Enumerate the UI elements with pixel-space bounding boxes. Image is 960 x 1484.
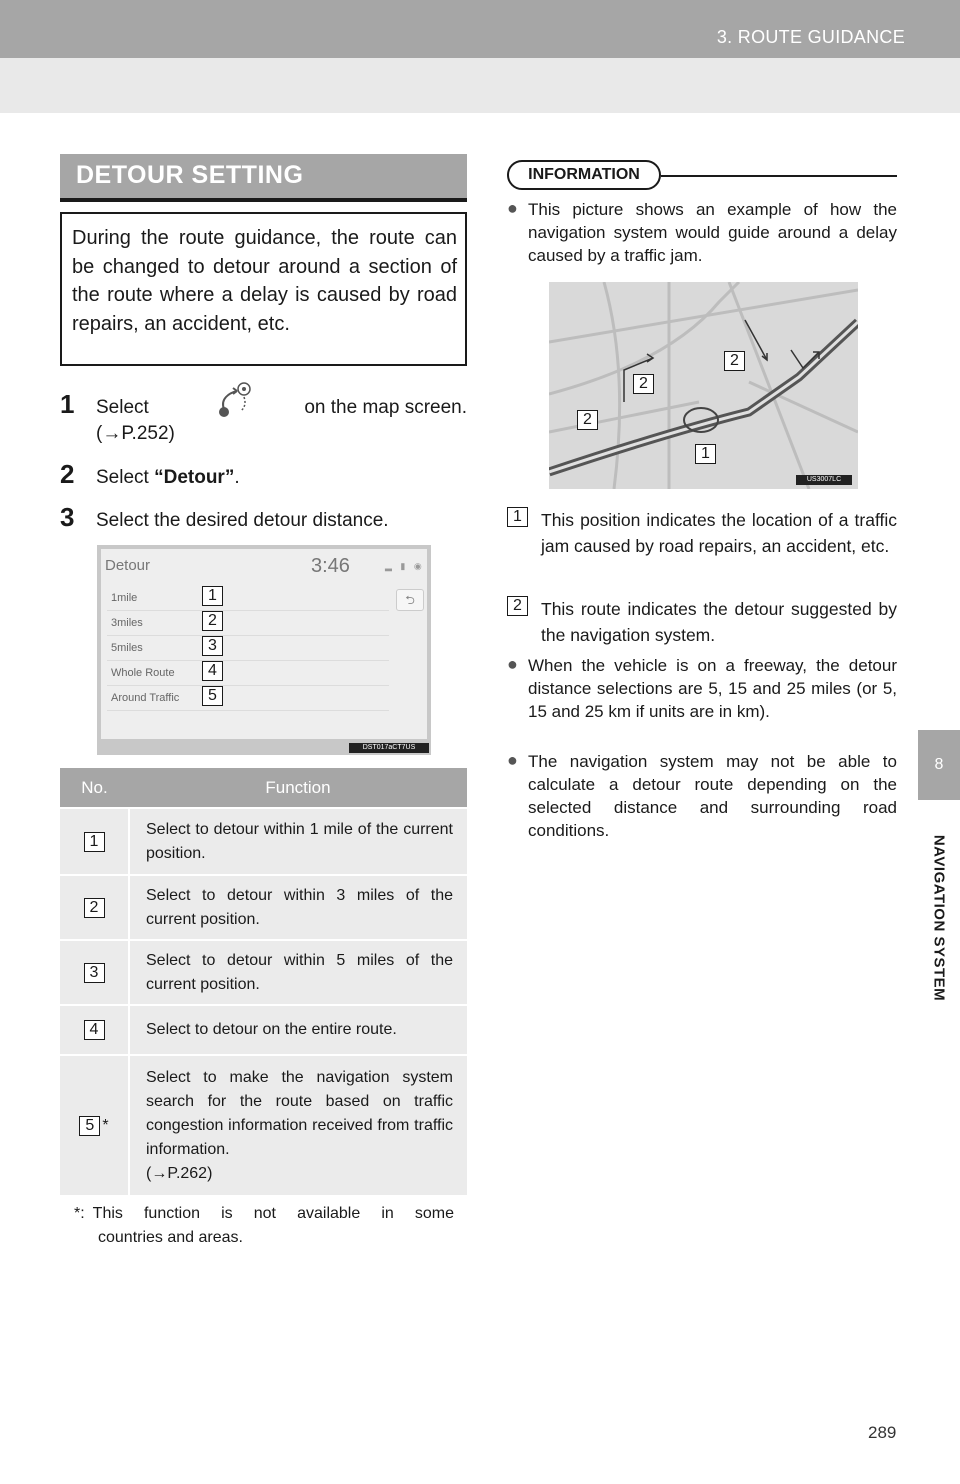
bullet-icon: ● bbox=[507, 654, 518, 674]
callout-1: 1 bbox=[202, 586, 223, 606]
step-number: 1 bbox=[60, 389, 75, 419]
table-row bbox=[60, 808, 467, 875]
step-text-pre: Select bbox=[96, 397, 149, 418]
page-reference: (→P.252) bbox=[96, 423, 175, 444]
row-number: 1 bbox=[84, 832, 105, 852]
table-header-no: No. bbox=[60, 768, 129, 808]
screen-clock: 3:46 bbox=[311, 555, 350, 577]
legend-text: This route indicates the detour suggested by the navigation system. bbox=[541, 599, 897, 645]
row-number: 3 bbox=[84, 963, 105, 983]
bullet-icon: ● bbox=[507, 750, 518, 770]
detour-option-1mile[interactable]: 1mile bbox=[107, 587, 389, 611]
function-table bbox=[60, 768, 467, 1195]
status-icons: ▂ ▮ ◉ bbox=[385, 561, 425, 571]
detour-route-icon bbox=[215, 379, 255, 419]
header-subband bbox=[0, 58, 960, 113]
screen-title: Detour bbox=[105, 557, 151, 574]
step-text-pre: Select bbox=[96, 467, 155, 488]
step-text-post: . bbox=[234, 467, 240, 488]
row-number: 4 bbox=[84, 1020, 105, 1040]
detour-option-around-traffic[interactable]: Around Traffic bbox=[107, 687, 389, 711]
footnote-asterisk: * bbox=[102, 1116, 109, 1134]
map-image-code: US3007LC bbox=[796, 475, 852, 485]
map-callout-2b: 2 bbox=[724, 351, 745, 371]
information-rule bbox=[661, 175, 897, 177]
table-row bbox=[60, 940, 467, 1005]
chapter-tab-number: 8 bbox=[918, 730, 960, 800]
map-callout-1: 1 bbox=[695, 444, 716, 464]
table-row bbox=[60, 1005, 467, 1055]
page-number: 289 bbox=[868, 1423, 897, 1442]
info-bullet-text: The navigation system may not be able to calculate a detour route depending on the selected distance and surrounding road conditions. bbox=[528, 752, 897, 840]
information-badge: INFORMATION bbox=[507, 160, 661, 190]
detour-screen-display bbox=[101, 549, 427, 739]
detour-screen bbox=[97, 545, 431, 755]
footnote-text-continued: countries and areas. bbox=[98, 1229, 243, 1246]
table-row bbox=[60, 875, 467, 940]
intro-box: During the route guidance, the route can be changed to detour around a section of the route where a delay is caused by road repairs, an accident, etc. bbox=[60, 212, 467, 366]
info-bullet-text: This picture shows an example of how the navigation system would guide around a delay caused by a traffic jam. bbox=[528, 200, 897, 265]
bullet-icon: ● bbox=[507, 198, 518, 218]
detour-option-3miles[interactable]: 3miles bbox=[107, 612, 389, 636]
table-row bbox=[60, 1055, 467, 1195]
step-1 bbox=[60, 389, 467, 455]
section-title-bar bbox=[60, 154, 467, 199]
table-header-function: Function bbox=[129, 768, 467, 808]
step-text: Select the desired detour distance. bbox=[96, 510, 389, 531]
page-reference: (→P.262) bbox=[146, 1164, 213, 1182]
footnote-text: This function is not available in some bbox=[92, 1205, 454, 1222]
legend-number: 2 bbox=[507, 596, 528, 616]
row-number: 2 bbox=[84, 898, 105, 918]
chapter-tab-label-text: NAVIGATION SYSTEM bbox=[930, 834, 948, 1001]
row-function: Select to detour within 5 miles of the current position. bbox=[129, 940, 467, 1005]
step-text bbox=[96, 395, 467, 447]
image-code: DST017aCT7US bbox=[349, 743, 429, 753]
callout-3: 3 bbox=[202, 636, 223, 656]
section-header-title: 3. ROUTE GUIDANCE bbox=[716, 27, 905, 47]
callout-4: 4 bbox=[202, 661, 223, 681]
row-number: 5 bbox=[79, 1116, 100, 1136]
step-text-post: on the map screen. bbox=[304, 397, 467, 418]
info-bullet-text: When the vehicle is on a freeway, the detour distance selections are 5, 15 and 25 miles (or 5, 15 and 25 km if units are in km). bbox=[528, 656, 897, 721]
row-function: Select to detour on the entire route. bbox=[129, 1005, 467, 1055]
legend-number: 1 bbox=[507, 507, 528, 527]
step-number: 2 bbox=[60, 459, 75, 489]
detour-label: “Detour” bbox=[154, 467, 235, 488]
callout-2: 2 bbox=[202, 611, 223, 631]
table-footnote bbox=[74, 1202, 454, 1250]
legend-text: This position indicates the location of a traffic jam caused by road repairs, an accident, etc. bbox=[541, 510, 897, 556]
detour-option-whole-route[interactable]: Whole Route bbox=[107, 662, 389, 686]
detour-option-5miles[interactable]: 5miles bbox=[107, 637, 389, 661]
map-callout-2c: 2 bbox=[577, 410, 598, 430]
row-function: Select to detour within 1 mile of the current position. bbox=[129, 808, 467, 875]
section-title-rule bbox=[60, 198, 467, 202]
row-function: Select to make the navigation system search for the route based on traffic congestion information received from traffic information. bbox=[146, 1068, 453, 1158]
section-title: DETOUR SETTING bbox=[76, 161, 304, 189]
callout-5: 5 bbox=[202, 686, 223, 706]
back-button[interactable]: ⮌ bbox=[396, 589, 424, 611]
step-number: 3 bbox=[60, 502, 75, 532]
row-function: Select to detour within 3 miles of the current position. bbox=[129, 875, 467, 940]
footnote-mark: *: bbox=[74, 1205, 85, 1222]
chapter-tab-label bbox=[918, 800, 960, 1035]
map-callout-2a: 2 bbox=[633, 374, 654, 394]
detour-example-map bbox=[549, 282, 858, 489]
